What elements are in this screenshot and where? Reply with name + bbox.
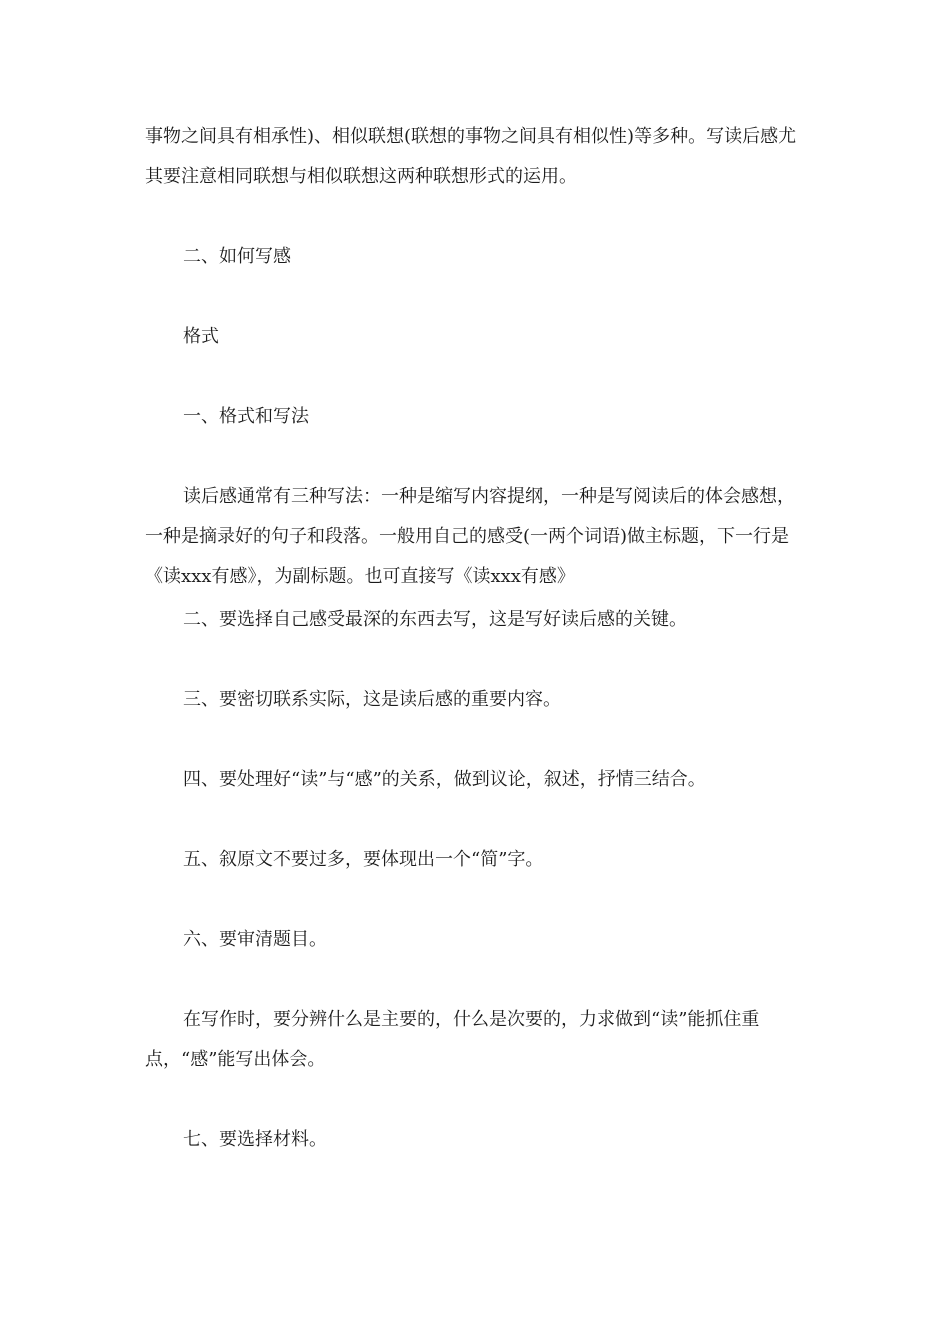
point-five: 五、叙原文不要过多，要体现出一个“简”字。 [183, 849, 544, 870]
point-six: 六、要审清题目。 [183, 929, 327, 950]
paragraph-writing-tip: 在写作时，要分辨什么是主要的，什么是次要的，力求做到“读”能抓住重点，“感”能写出体会。 [145, 1009, 760, 1070]
paragraph-three-methods: 读后感通常有三种写法：一种是缩写内容提纲，一种是写阅读后的体会感想，一种是摘录好的句子和段落。一般用自己的感受(一两个词语)做主标题，下一行是《读xxx有感》，为副标题。也可直接写《读xxx有感》 [145, 486, 795, 587]
heading-how-to-write: 二、如何写感 [183, 246, 291, 267]
heading-format: 格式 [183, 326, 219, 347]
point-two: 二、要选择自己感受最深的东西去写，这是写好读后感的关键。 [183, 609, 687, 630]
point-seven: 七、要选择材料。 [183, 1129, 327, 1150]
paragraph-continuation: 事物之间具有相承性)、相似联想(联想的事物之间具有相似性)等多种。写读后感尤其要注意相同联想与相似联想这两种联想形式的运用。 [145, 126, 797, 187]
heading-format-and-method: 一、格式和写法 [183, 406, 309, 427]
point-three: 三、要密切联系实际，这是读后感的重要内容。 [183, 689, 561, 710]
point-four: 四、要处理好“读”与“感”的关系，做到议论，叙述，抒情三结合。 [183, 769, 706, 790]
